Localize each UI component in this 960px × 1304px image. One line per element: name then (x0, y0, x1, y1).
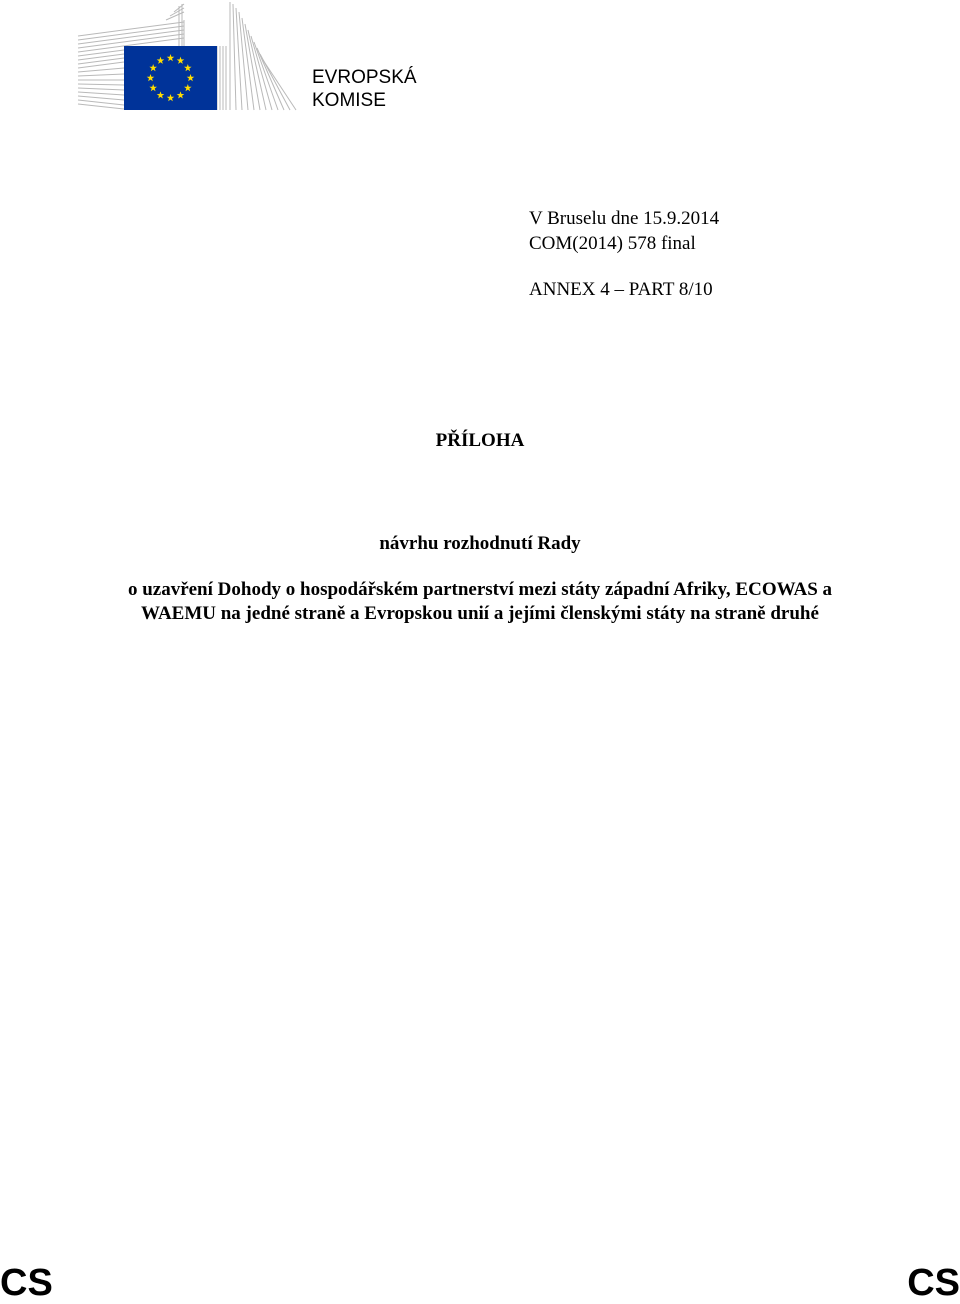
institution-name-line2: KOMISE (312, 90, 386, 111)
institution-name-line1: EVROPSKÁ (312, 67, 417, 88)
european-commission-logo (76, 0, 298, 112)
language-code-left: CS (0, 1262, 53, 1304)
document-title: PŘÍLOHA (435, 430, 525, 451)
document-reference: COM(2014) 578 final (529, 233, 696, 254)
annex-label: ANNEX 4 – PART 8/10 (529, 279, 713, 300)
document-subtitle: návrhu rozhodnutí Rady (379, 533, 581, 554)
institution-name (312, 66, 417, 112)
language-code-right: CS (907, 1262, 960, 1304)
document-description-line2: WAEMU na jedné straně a Evropskou unií a jejími členskými státy na straně druhé (141, 603, 819, 624)
document-description-line1: o uzavření Dohody o hospodářském partnerství mezi státy západní Afriky, ECOWAS a (127, 579, 833, 600)
date-place: V Bruselu dne 15.9.2014 (529, 208, 720, 229)
